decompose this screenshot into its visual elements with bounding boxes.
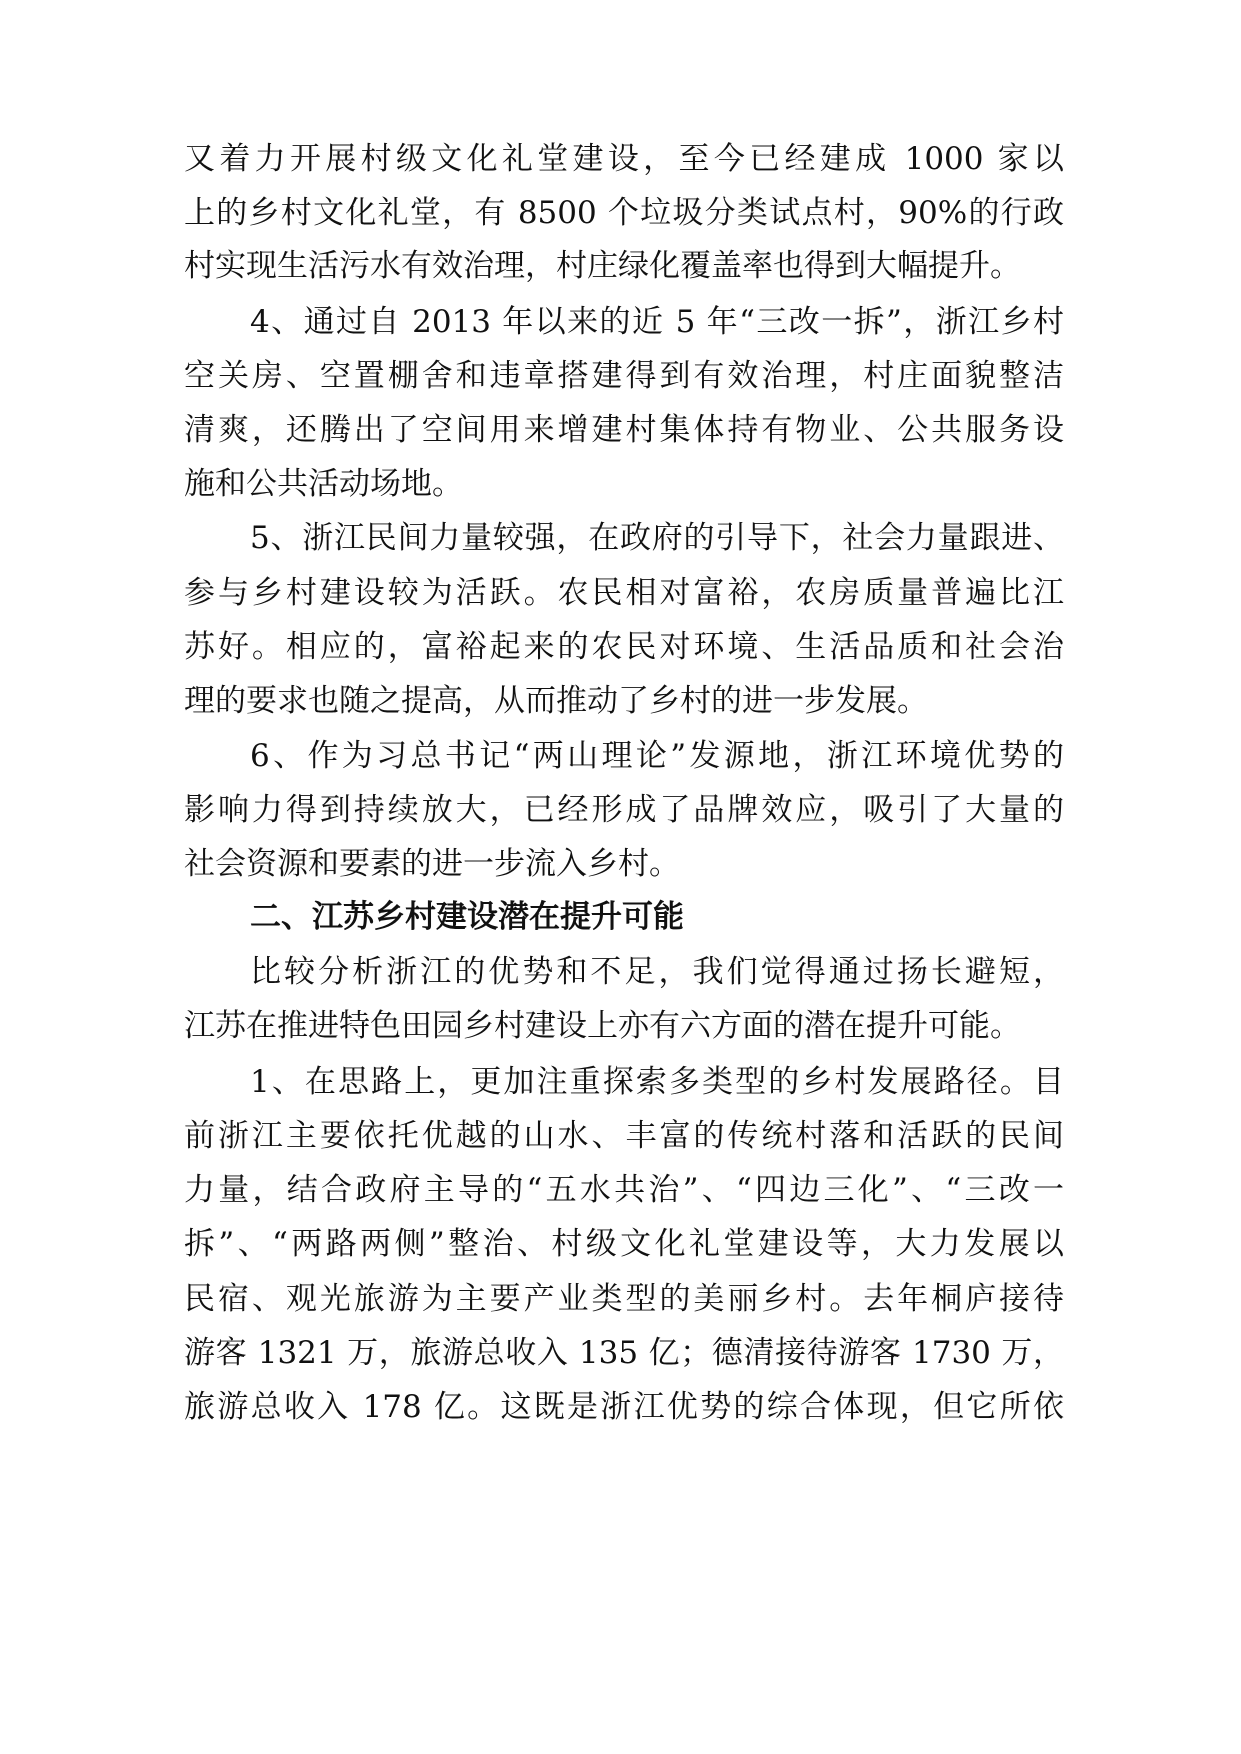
text-line: 1、在思路上，更加注重探索多类型的乡村发展路径。目 (250, 1064, 1064, 1100)
text-line: 6、作为习总书记“两山理论”发源地，浙江环境优势的 (250, 738, 1064, 774)
text-line: 江苏在推进特色田园乡村建设上亦有六方面的潜在提升可能。 (184, 1008, 1021, 1044)
text-line: 前浙江主要依托优越的山水、丰富的传统村落和活跃的民间 (184, 1118, 1064, 1154)
text-line: 又着力开展村级文化礼堂建设，至今已经建成 1000 家以 (184, 141, 1064, 177)
text-line: 村实现生活污水有效治理，村庄绿化覆盖率也得到大幅提升。 (184, 248, 1021, 284)
text-line: 游客 1321 万，旅游总收入 135 亿；德清接待游客 1730 万， (184, 1335, 1064, 1371)
text-line: 上的乡村文化礼堂，有 8500 个垃圾分类试点村，90%的行政 (184, 195, 1064, 231)
text-line: 影响力得到持续放大，已经形成了品牌效应，吸引了大量的 (184, 792, 1064, 828)
text-line: 理的要求也随之提高，从而推动了乡村的进一步发展。 (184, 683, 928, 719)
text-line: 力量，结合政府主导的“五水共治”、“四边三化”、“三改一 (184, 1172, 1064, 1208)
text-line: 5、浙江民间力量较强，在政府的引导下，社会力量跟进、 (250, 520, 1064, 556)
text-line: 4、通过自 2013 年以来的近 5 年“三改一拆”，浙江乡村 (250, 304, 1064, 340)
text-line: 空关房、空置棚舍和违章搭建得到有效治理，村庄面貌整洁 (184, 358, 1064, 394)
text-line: 参与乡村建设较为活跃。农民相对富裕，农房质量普遍比江 (184, 575, 1064, 611)
text-line: 比较分析浙江的优势和不足，我们觉得通过扬长避短， (250, 954, 1064, 990)
text-line: 清爽，还腾出了空间用来增建村集体持有物业、公共服务设 (184, 412, 1064, 448)
text-line: 旅游总收入 178 亿。这既是浙江优势的综合体现，但它所依 (184, 1389, 1064, 1425)
section-heading: 二、江苏乡村建设潜在提升可能 (250, 899, 684, 935)
text-line: 施和公共活动场地。 (184, 466, 463, 502)
text-line: 苏好。相应的，富裕起来的农民对环境、生活品质和社会治 (184, 629, 1064, 665)
text-line: 民宿、观光旅游为主要产业类型的美丽乡村。去年桐庐接待 (184, 1281, 1064, 1317)
text-line: 拆”、“两路两侧”整治、村级文化礼堂建设等，大力发展以 (184, 1226, 1064, 1262)
text-line: 社会资源和要素的进一步流入乡村。 (184, 846, 680, 882)
